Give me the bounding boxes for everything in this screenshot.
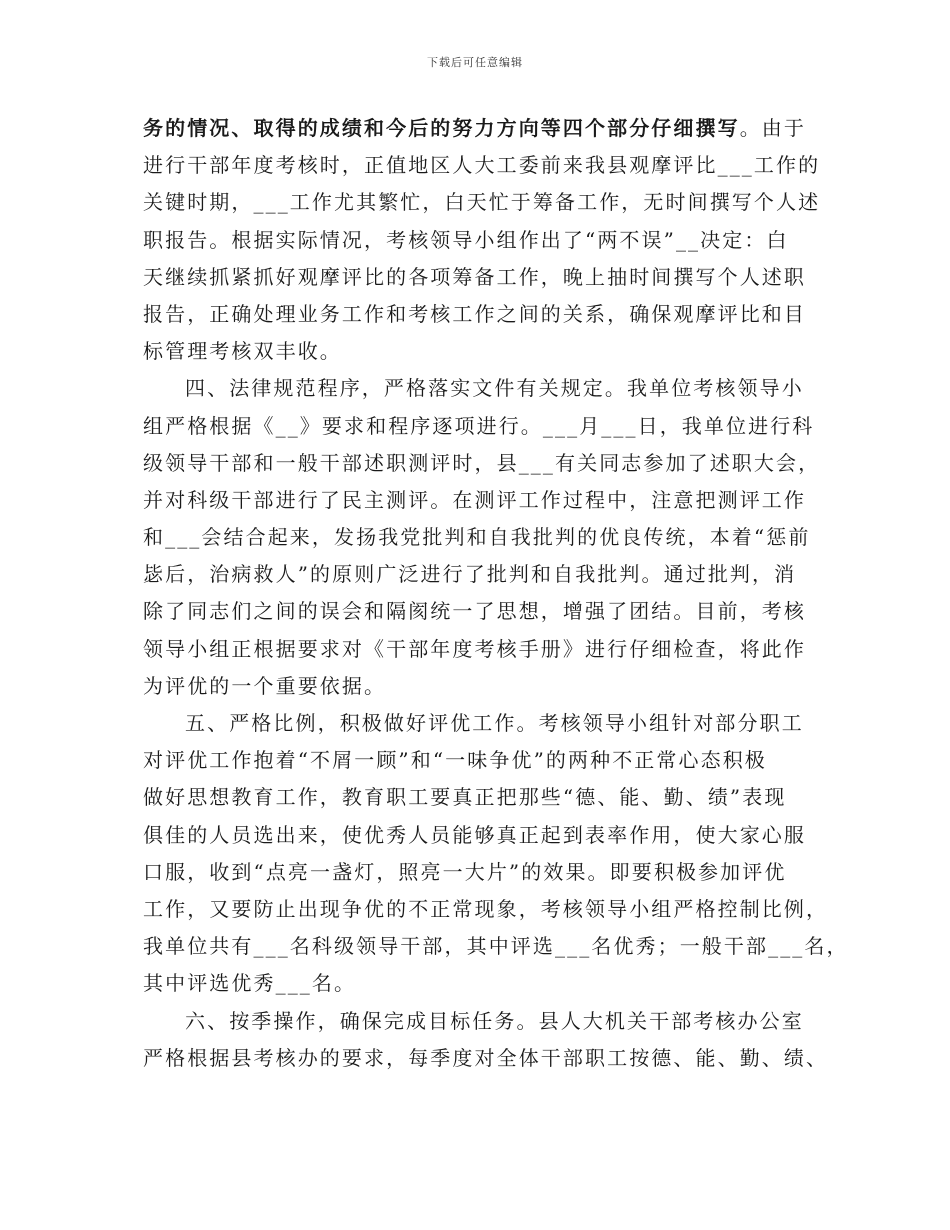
text-line: 为评优的一个重要依据。: [143, 673, 387, 698]
text-line: 并对科级干部进行了民主测评。在测评工作过程中，注意把测评工作: [143, 487, 806, 512]
text-line: 组严格根据《__》要求和程序逐项进行。___月___日，我单位进行科: [143, 413, 815, 438]
text-line: 六、按季操作，确保完成目标任务。县人大机关干部考核办公室: [185, 1008, 804, 1033]
document-body: [143, 110, 849, 1077]
text-line: 职报告。根据实际情况，考核领导小组作出了“两不误”__决定：白: [143, 227, 789, 252]
text-line: 关键时期，___工作尤其繁忙，白天忙于筹备工作，无时间撰写个人述: [143, 190, 821, 215]
text-line: [143, 110, 813, 147]
bold-run: 务的情况、取得的成绩和今后的努力方向等四个部分仔细撰写: [143, 116, 740, 140]
text-line: 口服，收到“点亮一盏灯，照亮一大片”的效果。即要积极参加评优: [143, 859, 787, 884]
text-line: 报告，正确处理业务工作和考核工作之间的关系，确保观摩评比和目: [143, 301, 806, 326]
text-line: 标管理考核双丰收。: [143, 339, 342, 364]
text-line: 对评优工作抱着“不屑一顾”和“一味争优”的两种不正常心态积极: [143, 748, 767, 773]
text-line: 毖后，治病救人”的原则广泛进行了批判和自我批判。通过批判，消: [143, 562, 797, 587]
text-line: 领导小组正根据要求对《干部年度考核手册》进行仔细检查，将此作: [143, 636, 806, 661]
text-line: 除了同志们之间的误会和隔阂统一了思想，增强了团结。目前，考核: [143, 599, 806, 624]
download-note: 下载后可任意编辑: [427, 56, 523, 69]
text-line: 其中评选优秀___名。: [143, 971, 357, 996]
text-line: 工作，又要防止出现争优的不正常现象，考核领导小组严格控制比例，: [143, 896, 829, 921]
plain-run: 。由于: [739, 116, 807, 140]
text-line: 进行干部年度考核时，正值地区人大工委前来我县观摩评比___工作的: [143, 153, 821, 178]
text-line: 四、法律规范程序，严格落实文件有关规定。我单位考核领导小: [185, 376, 804, 401]
text-line: 天继续抓紧抓好观摩评比的各项筹备工作，晚上抽时间撰写个人述职: [143, 264, 806, 289]
text-line: 严格根据县考核办的要求，每季度对全体干部职工按德、能、勤、绩、: [143, 1045, 829, 1070]
text-line: 俱佳的人员选出来，使优秀人员能够真正起到表率作用，使大家心服: [143, 822, 806, 847]
text-line: 五、严格比例，积极做好评优工作。考核领导小组针对部分职工: [185, 711, 804, 735]
text-line: 和___会结合起来，发扬我党批判和自我批判的优良传统，本着“惩前: [143, 525, 811, 550]
text-line: 级领导干部和一般干部述职测评时，县___有关同志参加了述职大会，: [143, 450, 821, 475]
text-line: 我单位共有___名科级领导干部，其中评选___名优秀；一般干部___名，: [143, 934, 849, 959]
text-line: 做好思想教育工作，教育职工要真正把那些“德、能、勤、绩”表现: [143, 785, 787, 810]
